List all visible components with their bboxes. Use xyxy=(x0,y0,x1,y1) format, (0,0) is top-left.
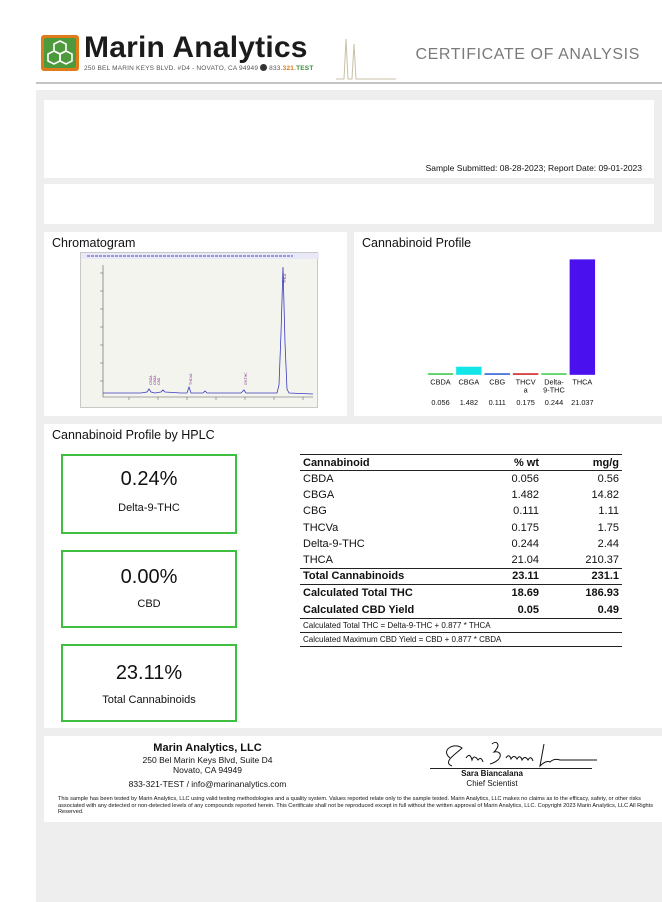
percent-wt: 0.175 xyxy=(511,521,539,534)
report-date: Report Date: 09-01-2023 xyxy=(547,163,642,173)
percent-wt: 21.04 xyxy=(511,553,539,566)
stat-value-total: 23.11% xyxy=(115,662,183,684)
signer-role: Chief Scientist xyxy=(466,779,518,788)
percent-wt: 0.244 xyxy=(511,537,539,550)
stat-box-cbd xyxy=(61,550,237,628)
stat-label-delta9: Delta-9-THC xyxy=(118,502,180,514)
sample-detail-panel xyxy=(44,184,654,224)
svg-text:CBG: CBG xyxy=(157,377,161,385)
total-mg-per-g: 231.1 xyxy=(542,568,622,584)
profile-bar xyxy=(485,373,510,375)
phone-mid: 321 xyxy=(282,65,295,72)
percent-wt: 0.056 xyxy=(511,472,539,485)
cannabinoid-name: THCVa xyxy=(303,521,339,534)
table-row xyxy=(300,487,622,503)
report-body xyxy=(36,90,662,902)
brand-address-line: 250 BEL MARIN KEYS BLVD. #D4 - NOVATO, CA 94949 833.321.TEST xyxy=(84,65,314,72)
cannabinoid-name: CBDA xyxy=(303,472,334,485)
hplc-title: Cannabinoid Profile by HPLC xyxy=(52,428,215,442)
sample-submitted: Sample Submitted: 08-28-2023; xyxy=(425,163,546,173)
sample-dates xyxy=(426,163,642,173)
cbd-formula-row xyxy=(300,633,622,647)
chromatogram-image xyxy=(80,252,318,408)
signature-icon xyxy=(432,738,602,772)
mg-per-g: 0.56 xyxy=(597,472,619,485)
cannabinoid-name: CBG xyxy=(303,505,327,518)
thc-formula-note: Calculated Total THC = Delta-9-THC + 0.877 * THCA xyxy=(300,619,622,633)
percent-wt: 0.111 xyxy=(513,505,539,518)
signer-name: Sara Biancalana xyxy=(461,769,523,778)
table-header-row xyxy=(300,455,622,471)
value-label: 0.175 xyxy=(516,398,535,408)
calc-cbd-mg: 0.49 xyxy=(597,603,619,616)
category-label: a xyxy=(523,385,528,395)
chromatogram-panel xyxy=(44,232,347,416)
mg-per-g: 1.11 xyxy=(598,505,619,518)
stat-label-total: Total Cannabinoids xyxy=(102,694,196,706)
stat-box-delta9 xyxy=(61,454,237,534)
svg-text:CBDA: CBDA xyxy=(149,375,153,385)
svg-text:THCVA: THCVA xyxy=(189,373,193,385)
phone-suffix: TEST xyxy=(296,65,314,72)
chromatogram-graphic xyxy=(81,253,319,409)
column-header: % wt xyxy=(468,455,542,471)
cannabinoid-profile-panel xyxy=(354,232,662,416)
marin-analytics-logo-icon xyxy=(40,34,80,72)
profile-bar xyxy=(570,259,595,374)
cannabinoid-name: THCA xyxy=(303,553,333,566)
category-label: CBG xyxy=(489,377,506,387)
svg-text:CBGA: CBGA xyxy=(153,375,157,385)
svg-text:D9-THC: D9-THC xyxy=(244,372,248,385)
category-label: THCV xyxy=(515,377,536,387)
value-label: 0.056 xyxy=(431,398,450,408)
calculated-thc-row xyxy=(300,585,622,602)
percent-wt: 1.482 xyxy=(511,488,539,501)
category-label: CBDA xyxy=(430,377,451,387)
phone-prefix: 833 xyxy=(269,65,281,72)
calc-thc-label: Calculated Total THC xyxy=(303,587,413,600)
calc-cbd-percent: 0.05 xyxy=(517,603,539,616)
cbd-formula-note: Calculated Maximum CBD Yield = CBD + 0.877 * CBDA xyxy=(300,633,622,647)
column-header: Cannabinoid xyxy=(300,455,468,471)
category-label: THCA xyxy=(572,377,593,387)
footer-company-name: Marin Analytics, LLC xyxy=(153,742,262,754)
peak-decoration-icon xyxy=(336,34,396,80)
calc-thc-mg: 186.93 xyxy=(585,587,619,600)
profile-bar xyxy=(541,373,566,375)
category-label: Delta- xyxy=(544,377,564,387)
profile-bar xyxy=(428,373,453,375)
stat-box-total xyxy=(61,644,237,722)
lab-address: 250 BEL MARIN KEYS BLVD. #D4 - NOVATO, CA 94949 xyxy=(84,65,259,72)
svg-text:THCA: THCA xyxy=(283,273,287,283)
footer-contact: 833-321-TEST / info@marinanalytics.com xyxy=(128,779,287,789)
hplc-results-table xyxy=(300,454,622,647)
table-row xyxy=(300,519,622,535)
column-header: mg/g xyxy=(542,455,622,471)
table-row xyxy=(300,503,622,519)
value-label: 0.244 xyxy=(544,398,564,408)
category-label: 9-THC xyxy=(543,385,565,395)
calculated-cbd-row xyxy=(300,602,622,619)
footer-street: 250 Bel Marin Keys Blvd, Suite D4 xyxy=(142,755,273,765)
mg-per-g: 2.44 xyxy=(597,537,619,550)
calc-cbd-label: Calculated CBD Yield xyxy=(303,603,415,616)
footer-panel xyxy=(44,736,662,822)
table-row xyxy=(300,471,622,487)
mg-per-g: 210.37 xyxy=(585,553,619,566)
category-label: CBGA xyxy=(458,377,480,387)
calc-thc-percent: 18.69 xyxy=(511,587,539,600)
value-label: 21.037 xyxy=(571,398,594,408)
stat-value-delta9: 0.24% xyxy=(120,468,178,490)
brand-name: Marin Analytics xyxy=(84,31,308,64)
total-label: Total Cannabinoids xyxy=(300,568,468,584)
table-row xyxy=(300,536,622,552)
sample-info-panel xyxy=(44,100,654,178)
footer-city: Novato, CA 94949 xyxy=(173,765,242,775)
cannabinoid-name: Delta-9-THC xyxy=(303,537,365,550)
profile-bar xyxy=(513,373,538,375)
phone-icon xyxy=(260,64,267,71)
cannabinoid-name: CBGA xyxy=(303,488,335,501)
stat-label-cbd: CBD xyxy=(137,598,161,610)
total-cannabinoids-row xyxy=(300,568,622,584)
value-label: 0.111 xyxy=(488,398,506,408)
total-percent-wt: 23.11 xyxy=(468,568,542,584)
profile-bar xyxy=(456,367,481,375)
table-row xyxy=(300,552,622,568)
value-label: 1.482 xyxy=(459,398,479,408)
chromatogram-title: Chromatogram xyxy=(52,236,136,250)
thc-formula-row xyxy=(300,619,622,633)
cannabinoid-profile-chart xyxy=(354,232,662,412)
certificate-title: CERTIFICATE OF ANALYSIS xyxy=(415,46,640,63)
page-header xyxy=(0,0,662,92)
mg-per-g: 14.82 xyxy=(591,488,619,501)
mg-per-g: 1.75 xyxy=(597,521,619,534)
hplc-panel xyxy=(44,424,662,728)
legal-disclaimer: This sample has been tested by Marin Analytics, LLC using valid testing methodologies and a quality system. Values reported relate only to the sample tested. Marin Analytics, LLC makes no claims as to the efficacy, safety, or other risks associated with any detected or non-detected levels of any compounds reported herein. This Certificate shall not be reproduced except in full without the written approval of Marin Analytics, LLC. Copyright 2023 Marin Analytics, LLC All Rights Reserved. xyxy=(58,796,654,816)
profile-title: Cannabinoid Profile xyxy=(362,236,472,250)
stat-value-cbd: 0.00% xyxy=(120,566,178,588)
header-divider xyxy=(36,82,662,84)
